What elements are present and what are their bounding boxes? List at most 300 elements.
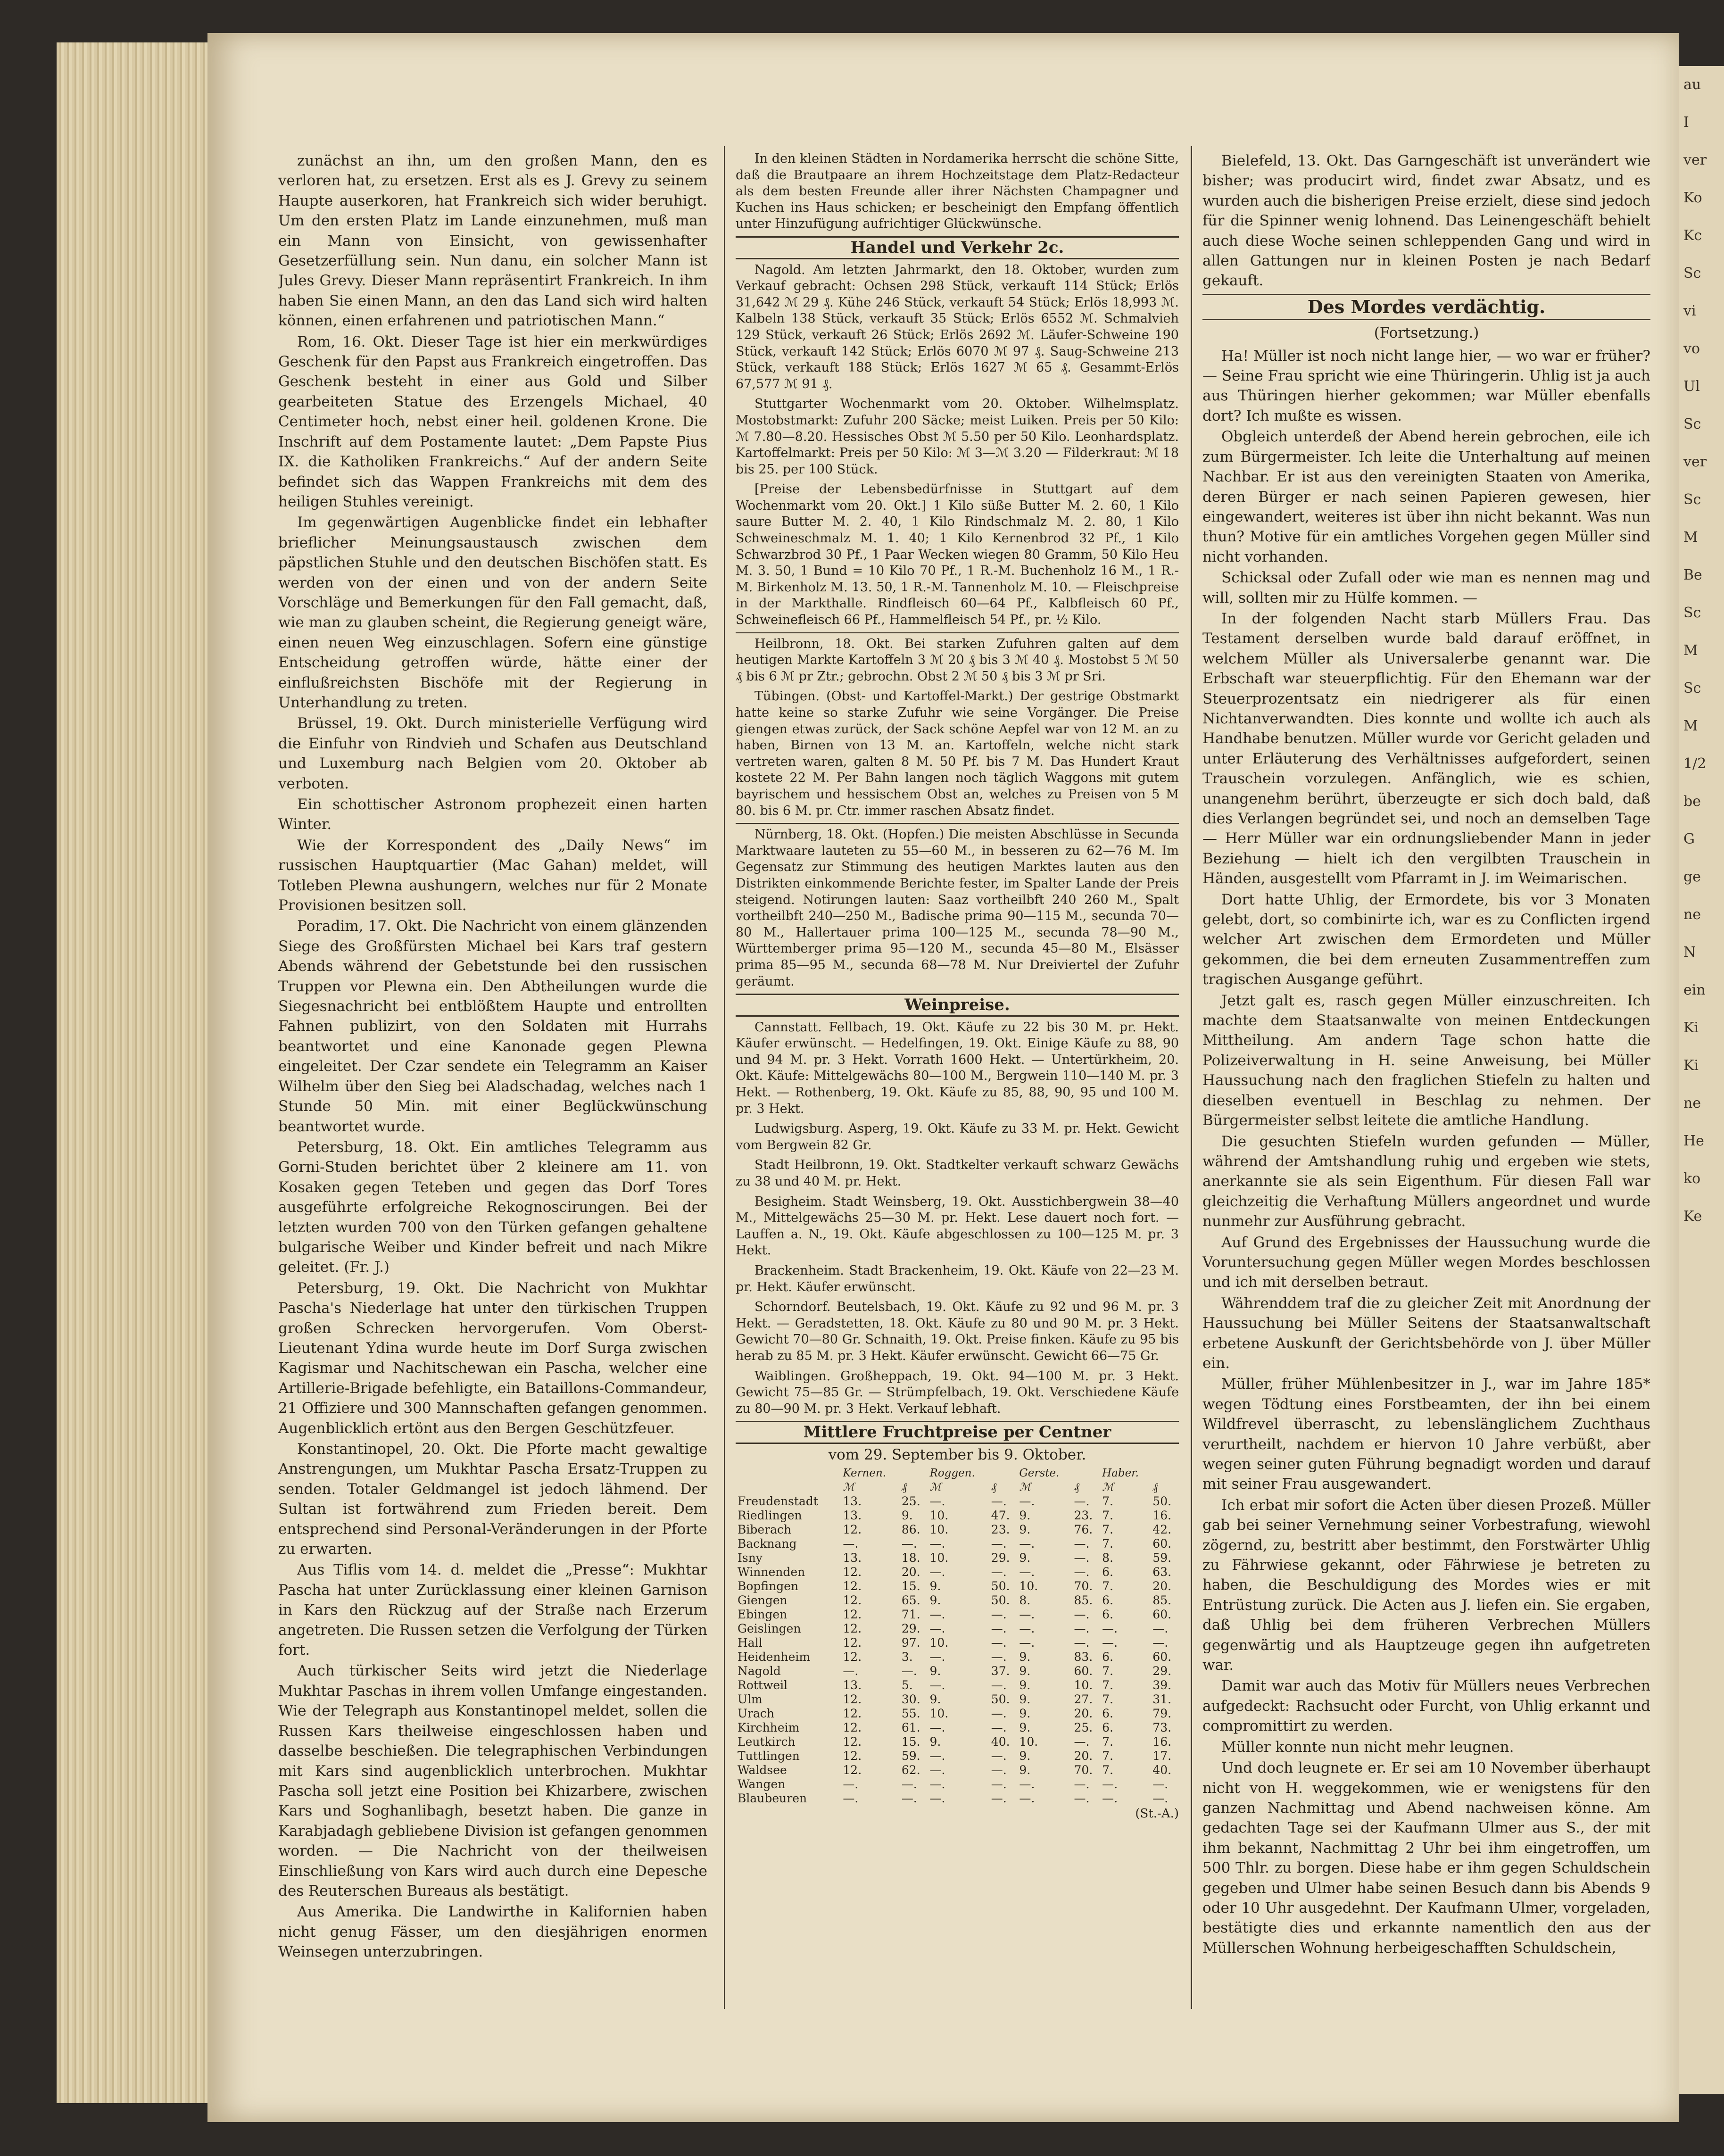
market-report: Heilbronn, 18. Okt. Bei starken Zufuhren galten auf dem heutigen Markte Kartoffeln 3 ℳ 20 ₰ bis 3 ℳ 40 ₰. Mostobst 5 ℳ 50 ₰ bis 6 ℳ pr Ztr.; gebrochn. Obst 2 ℳ 50 ₰ bis 3 ℳ pr Sri. [736, 636, 1179, 684]
column-rule [724, 146, 725, 2009]
price-cell: —. [929, 1763, 945, 1777]
price-cell: 59. [901, 1749, 920, 1763]
price-cell: —. [1074, 1777, 1090, 1791]
fragment-text: Sc [1683, 491, 1701, 508]
table-row [736, 1608, 1179, 1622]
table-header-cell [1151, 1466, 1179, 1480]
story-paragraph: Und doch leugnete er. Er sei am 10 November überhaupt nicht von H. weggekommen, wie er wenigstens für den ganzen Nachmittag und Abend nachweisen könne. Am gedachten Tage sei der Kaufmann Ulmer aus S., der mit ihm bekannt, Nachmittag 2 Uhr bei ihm eingetroffen, um 500 Thlr. zu borgen. Diese habe er ihm gegen Schuldschein gegeben und Ulmer habe seinen Besuch dann bis Abends 9 oder 10 Uhr ausgedehnt. Der Kaufmann Ulmer, vorgeladen, bestätigte dies und erkannte namentlich den aus der Müllerschen Wohnung herbeigeschafften Schuldschein, [1202, 1759, 1650, 1957]
price-cell: 9. [1019, 1664, 1031, 1678]
price-cell: 50. [1152, 1494, 1172, 1508]
price-cell: —. [929, 1791, 945, 1805]
table-unit-cell: ₰ [991, 1481, 997, 1493]
price-cell: —. [1019, 1494, 1035, 1508]
fragment-text: Sc [1683, 265, 1701, 282]
price-cell: —. [1102, 1791, 1118, 1805]
table-row [736, 1551, 1179, 1565]
fragment-text: M [1683, 718, 1698, 734]
price-cell: 70. [1074, 1763, 1093, 1777]
fragment-text: 1/2 [1683, 755, 1707, 772]
wine-report: Ludwigsburg. Asperg, 19. Okt. Käufe zu 33 M. pr. Hekt. Gewicht vom Bergwein 82 Gr. [736, 1121, 1179, 1153]
fragment-text: ein [1683, 982, 1706, 998]
price-cell: 6. [1102, 1720, 1113, 1734]
town-name: Winnenden [738, 1565, 805, 1579]
price-cell: 16. [1152, 1734, 1172, 1749]
price-cell: 60. [1152, 1607, 1172, 1621]
price-cell: —. [991, 1763, 1007, 1777]
price-cell: 7. [1102, 1734, 1113, 1749]
price-cell: 63. [1152, 1565, 1172, 1579]
section-heading-fruit-prices: Mittlere Fruchtpreise per Centner [736, 1421, 1179, 1444]
price-cell: 9. [929, 1593, 941, 1607]
price-cell: 60. [1152, 1650, 1172, 1664]
price-cell: —. [843, 1777, 859, 1791]
fragment-text: M [1683, 642, 1698, 659]
price-cell: 20. [1152, 1579, 1172, 1593]
fragment-text: I [1683, 114, 1689, 131]
story-paragraph: Auf Grund des Ergebnisses der Haussuchung wurde die Voruntersuchung gegen Müller wegen Mordes beschlossen und ich mit derselben betraut. [1202, 1234, 1650, 1291]
table-row [736, 1565, 1179, 1579]
article-paragraph: In den kleinen Städten in Nordamerika herrscht die schöne Sitte, daß die Brautpaare an ihrem Hochzeitstage dem Platz-Redacteur als dem besten Freunde aller ihrer Nächsten Champagner und Kuchen ins Haus schicken; er bescheinigt den Empfang öffentlich unter Hinzufügung aufrichtiger Glückwünsche. [736, 151, 1179, 232]
price-cell: 10. [1074, 1678, 1093, 1692]
table-row [736, 1678, 1179, 1692]
price-cell: 20. [1074, 1749, 1093, 1763]
wine-report: Besigheim. Stadt Weinsberg, 19. Okt. Ausstichbergwein 38—40 M., Mittelgewächs 25—30 M. pr. Hekt. Lese dauert noch fort. — Lauffen a. N., 19. Okt. Käufe abgeschlossen zu 100—125 M. pr. 3 Hekt. [736, 1194, 1179, 1258]
table-header-cell: Kernen. [843, 1467, 887, 1479]
price-cell: 12. [843, 1692, 862, 1706]
town-name: Riedlingen [738, 1508, 802, 1522]
article-paragraph: Ein schottischer Astronom prophezeit einen harten Winter. [278, 796, 707, 833]
price-cell: 9. [1019, 1749, 1031, 1763]
price-cell: 7. [1102, 1536, 1113, 1551]
price-cell: 23. [991, 1522, 1010, 1536]
price-cell: 12. [843, 1706, 862, 1720]
town-name: Geislingen [738, 1621, 801, 1635]
price-cell: 7. [1102, 1664, 1113, 1678]
story-paragraph: Die gesuchten Stiefeln wurden gefunden — Müller, während der Amtshandlung ruhig und ergeben wie stets, anerkannte sie als sein Eigenthum. Für diesen Fall war gleichzeitig die Verhaftung Müllers angeordnet und wurde nunmehr zur Ausführung gebracht. [1202, 1133, 1650, 1230]
town-name: Kirchheim [738, 1720, 800, 1734]
wine-report: Waiblingen. Großheppach, 19. Okt. 94—100 M. pr. 3 Hekt. Gewicht 75—85 Gr. — Strümpfelbach, 19. Okt. Verschiedene Käufe zu 80—90 M. pr. 3 Hekt. Verkauf lebhaft. [736, 1368, 1179, 1416]
price-cell: —. [991, 1565, 1007, 1579]
story-paragraph: Obgleich unterdeß der Abend herein gebrochen, eile ich zum Bürgermeister. Ich leite die Unterhaltung auf meinen Nachbar. Er ist aus den vereinigten Staaten von Amerika, deren Bürger er nach seinen Papieren gewesen, hier eingewandert, weiteres ist über ihn nicht bekannt. Was nun thun? Motive für ein amtliches Vorgehen gegen Müller sind nicht vorhanden. [1202, 428, 1650, 565]
price-cell: 3. [901, 1650, 913, 1664]
article-paragraph: Konstantinopel, 20. Okt. Die Pforte macht gewaltige Anstrengungen, um Mukhtar Pascha Ersatz-Truppen zu senden. Totaler Geldmangel ist jedoch lähmend. Der Sultan ist fortwährend zum Frieden bereit. Dem entsprechend sind Personal-Veränderungen in der Pforte zu erwarten. [278, 1441, 707, 1558]
town-name: Hall [738, 1635, 763, 1650]
price-cell: —. [991, 1607, 1007, 1621]
table-header-cell [1072, 1466, 1100, 1480]
price-cell: —. [1102, 1635, 1118, 1650]
column-3 [1202, 151, 1650, 2014]
table-unit-cell: ℳ [929, 1481, 942, 1493]
price-cell: —. [1019, 1635, 1035, 1650]
price-cell: —. [1102, 1777, 1118, 1791]
town-name: Rottweil [738, 1678, 788, 1692]
price-cell: 10. [929, 1635, 949, 1650]
price-cell: —. [991, 1720, 1007, 1734]
price-cell: 15. [901, 1734, 920, 1749]
price-cell: —. [929, 1749, 945, 1763]
fragment-text: Ki [1683, 1020, 1699, 1036]
newspaper-page [207, 33, 1679, 2122]
price-cell: 61. [901, 1720, 920, 1734]
market-report: Nürnberg, 18. Okt. (Hopfen.) Die meisten Abschlüsse in Secunda Marktwaare lauteten zu 55—60 M., in besseren zu 62—76 M. Im Gegensatz zur Stimmung des heutigen Marktes lauten aus den Distrikten einkommende Berichte fester, im Spalter Lande der Preis steigend. Notirungen lauten: Saaz vortheilbft 240 260 M., Spalt vortheilbft 240—250 M., Badische prima 90—115 M., secunda 70—80 M., Hallertauer prima 100—125 M., secunda 78—90 M., Württemberger prima 95—120 M., secunda 45—80 M., Elsässer prima 85—95 M., secunda 68—78 M. Nur Dreiviertel der Zufuhr geräumt. [736, 827, 1179, 989]
town-name: Bopfingen [738, 1579, 799, 1593]
price-cell: —. [929, 1720, 945, 1734]
price-cell: —. [1019, 1536, 1035, 1551]
story-subtitle: (Fortsetzung.) [1374, 324, 1479, 342]
price-cell: 30. [901, 1692, 920, 1706]
price-cell: 31. [1152, 1692, 1172, 1706]
price-cell: 50. [991, 1692, 1010, 1706]
price-cell: 7. [1102, 1579, 1113, 1593]
table-row [736, 1664, 1179, 1678]
price-cell: —. [991, 1791, 1007, 1805]
price-cell: 9. [929, 1734, 941, 1749]
fragment-text: Sc [1683, 680, 1701, 697]
price-cell: 47. [991, 1508, 1010, 1522]
price-cell: 20. [1074, 1706, 1093, 1720]
price-cell: 55. [901, 1706, 920, 1720]
price-cell: —. [1074, 1621, 1090, 1635]
price-cell: 9. [1019, 1678, 1031, 1692]
price-cell: 10. [929, 1706, 949, 1720]
adjacent-page-fragment [1679, 66, 1724, 2094]
price-cell: —. [843, 1791, 859, 1805]
price-cell: 12. [843, 1650, 862, 1664]
price-cell: 7. [1102, 1508, 1113, 1522]
story-paragraph: In der folgenden Nacht starb Müllers Frau. Das Testament derselben wurde bald darauf eröffnet, in welchem Müller als Universalerbe genannt war. Die Erbschaft war steuerpflichtig. Für den Ehemann war der Steuerprozentsatz ein niedrigerer als für einen Nichtanverwandten. Dies konnte und wollte ich auch als Handhabe benutzen. Müller wurde vor Gericht geladen und unter Erläuterung des Verhältnisses aufgefordert, seinen Trauschein vorzulegen. Anfänglich, wie es schien, unangenehm berührt, überzeugte er sich doch bald, daß dies Verlangen begründet sei, und noch an demselben Tage — Herr Müller war ein ordnungsliebender Mann in jeder Beziehung — hielt ich den vergilbten Trauschein in Händen, ausgestellt vom Pfarramt in J. im Weimarischen. [1202, 610, 1650, 887]
table-unit-cell: ℳ [1019, 1481, 1031, 1493]
price-cell: 12. [843, 1565, 862, 1579]
fragment-text: vo [1683, 340, 1700, 357]
price-cell: 25. [1074, 1720, 1093, 1734]
price-cell: 15. [901, 1579, 920, 1593]
price-cell: —. [843, 1536, 859, 1551]
fruit-price-table [736, 1466, 1179, 1806]
table-unit-cell: ℳ [1102, 1481, 1114, 1493]
fragment-text: ko [1683, 1170, 1701, 1187]
table-row [736, 1707, 1179, 1721]
fragment-text: be [1683, 793, 1701, 810]
table-row [736, 1735, 1179, 1749]
price-cell: 83. [1074, 1650, 1093, 1664]
price-cell: —. [929, 1621, 945, 1635]
story-paragraph: Jetzt galt es, rasch gegen Müller einzuschreiten. Ich machte dem Staatsanwalte von meinen Entdeckungen Mittheilung. Am andern Tage schon hatte die Polizeiverwaltung in H. seine Anweisung, bei Müller Haussuchung nach den fraglichen Stiefeln zu halten und dieselben eventuell in Beschlag zu nehmen. Der Bürgermeister selbst leitete die amtliche Handlung. [1202, 992, 1650, 1129]
price-cell: —. [1074, 1565, 1090, 1579]
price-cell: —. [1074, 1635, 1090, 1650]
wine-report: Cannstatt. Fellbach, 19. Okt. Käufe zu 22 bis 30 M. pr. Hekt. Käufer erwünscht. — Hedelfingen, 19. Okt. Einige Käufe zu 88, 90 und 94 M. pr. 3 Hekt. Vorrath 1600 Hekt. — Untertürkheim, 20. Okt. Käufe: Mittelgewächs 80—100 M., Bergwein 110—140 M. pr. 3 Hekt. — Rothenberg, 19. Okt. Käufe zu 85, 88, 90, 95 und 100 M. pr. 3 Hekt. [736, 1020, 1179, 1116]
town-name: Waldsee [738, 1763, 787, 1777]
town-name: Freudenstadt [738, 1494, 818, 1508]
price-cell: —. [991, 1650, 1007, 1664]
price-cell: 7. [1102, 1494, 1113, 1508]
table-unit-cell: ₰ [1074, 1481, 1079, 1493]
divider [736, 632, 1179, 633]
price-cell: 9. [1019, 1650, 1031, 1664]
table-header-cell: Haber. [1102, 1467, 1139, 1479]
article-paragraph: Petersburg, 19. Okt. Die Nachricht von Mukhtar Pascha's Niederlage hat unter den türkischen Truppen großen Schrecken hervorgerufen. Vom Oberst-Lieutenant Ydina wurde heute im Dorf Surga zwischen Kagismar und Nachitschewan ein Pascha, welcher eine Artillerie-Brigade befehligte, ein Bataillons-Commandeur, 21 Offiziere und 300 Mannschaften gefangen genommen. Augenblicklich ertönt aus den Bergen Geschützfeuer. [278, 1279, 707, 1437]
table-row [736, 1537, 1179, 1551]
price-cell: 71. [901, 1607, 920, 1621]
price-cell: 12. [843, 1607, 862, 1621]
price-cell: —. [1019, 1621, 1035, 1635]
price-cell: —. [1019, 1791, 1035, 1805]
price-cell: 97. [901, 1635, 920, 1650]
price-cell: 62. [901, 1763, 920, 1777]
price-cell: 65. [901, 1593, 920, 1607]
price-cell: 59. [1152, 1551, 1172, 1565]
price-cell: —. [1019, 1565, 1035, 1579]
column-rule [1191, 146, 1192, 2009]
price-cell: 20. [901, 1565, 920, 1579]
price-cell: —. [1074, 1791, 1090, 1805]
article-paragraph: Im gegenwärtigen Augenblicke findet ein lebhafter brieflicher Meinungsaustausch zwischen dem päpstlichen Stuhle und den deutschen Bischöfen statt. Es werden von der einen und von der andern Seite Vorschläge und Bemerkungen für den Fall gemacht, daß, wie man zu glauben scheint, die Regierung geneigt wäre, einen neuen Weg einzuschlagen. Sofern eine günstige Entscheidung getroffen würde, hätte einer der einflußreichsten Bischöfe mit der Regierung in Unterhandlung zu treten. [278, 514, 707, 711]
town-name: Ebingen [738, 1607, 787, 1621]
fragment-text: Ki [1683, 1057, 1699, 1074]
price-cell: 5. [901, 1678, 913, 1692]
price-cell: 42. [1152, 1522, 1172, 1536]
town-name: Giengen [738, 1593, 787, 1607]
fragment-text: He [1683, 1133, 1704, 1149]
price-cell: —. [991, 1635, 1007, 1650]
price-cell: 37. [991, 1664, 1010, 1678]
price-cell: 23. [1074, 1508, 1093, 1522]
price-cell: 7. [1102, 1749, 1113, 1763]
price-cell: 85. [1074, 1593, 1093, 1607]
price-cell: 7. [1102, 1763, 1113, 1777]
price-cell: 17. [1152, 1749, 1172, 1763]
fragment-text: Be [1683, 567, 1702, 583]
fragment-text: ver [1683, 454, 1707, 470]
price-cell: 40. [1152, 1763, 1172, 1777]
price-cell: —. [991, 1678, 1007, 1692]
price-cell: —. [901, 1777, 917, 1791]
table-unit-row [736, 1480, 1179, 1494]
town-name: Biberach [738, 1522, 792, 1536]
table-row [736, 1622, 1179, 1636]
price-cell: —. [991, 1494, 1007, 1508]
fragment-text: au [1683, 76, 1701, 93]
table-unit-cell [736, 1480, 841, 1494]
table-header-cell [989, 1466, 1018, 1480]
price-cell: 50. [991, 1579, 1010, 1593]
table-row [736, 1636, 1179, 1650]
article-paragraph: Auch türkischer Seits wird jetzt die Niederlage Mukhtar Paschas in ihrem vollen Umfange eingestanden. Wie der Telegraph aus Konstantinopel meldet, sollen die Russen Kars theilweise eingeschlossen haben und dasselbe beschießen. Die telegraphischen Verbindungen mit Kars sind augenblicklich unterbrochen. Mukhtar Pascha soll jetzt eine Position bei Khizarbere, zwischen Kars und Soghanlibagh, besetzt haben. Die ganze in Karabjadagh gebliebene Division ist gefangen genommen worden. — Die Nachricht von der theilweisen Einschließung von Kars wird auch durch eine Depesche des Reuterschen Bureaus als bestätigt. [278, 1662, 707, 1899]
article-paragraph: Petersburg, 18. Okt. Ein amtliches Telegramm aus Gorni-Studen berichtet über 2 kleinere am 11. von Kosaken gegen Teteben und gegen das Dorf Tores ausgeführte erfolgreiche Rekognoscirungen. Bei der letzten wurden 700 von den Türken gefangen gehaltene bulgarische Weiber und Kinder befreit und nach Mikre geleitet. (Fr. J.) [278, 1138, 707, 1276]
price-cell: 8. [1019, 1593, 1031, 1607]
table-row [736, 1523, 1179, 1537]
table-row [736, 1650, 1179, 1664]
fragment-text: Sc [1683, 605, 1701, 621]
fragment-text: Ko [1683, 190, 1702, 206]
column-2 [736, 151, 1179, 2014]
table-unit-cell: ₰ [1152, 1481, 1158, 1493]
price-cell: —. [929, 1650, 945, 1664]
price-cell: —. [929, 1777, 945, 1791]
town-name: Leutkirch [738, 1734, 796, 1749]
fragment-text: ne [1683, 1095, 1701, 1111]
price-cell: 12. [843, 1749, 862, 1763]
price-cell: —. [1019, 1607, 1035, 1621]
table-row [736, 1721, 1179, 1735]
town-name: Blaubeuren [738, 1791, 807, 1805]
price-cell: 12. [843, 1763, 862, 1777]
column-1 [278, 151, 707, 2014]
price-cell: —. [929, 1565, 945, 1579]
price-cell: 50. [991, 1593, 1010, 1607]
price-cell: —. [1152, 1621, 1169, 1635]
fragment-text: Ke [1683, 1208, 1702, 1225]
price-cell: 12. [843, 1579, 862, 1593]
book-page-edges [57, 42, 217, 2103]
price-cell: —. [991, 1706, 1007, 1720]
price-cell: 13. [843, 1551, 862, 1565]
wine-report: Schorndorf. Beutelsbach, 19. Okt. Käufe zu 92 und 96 M. pr. 3 Hekt. — Geradstetten, 18. Okt. Käufe zu 80 und 90 M. pr. 3 Hekt. Gewicht 70—80 Gr. Schnaith, 19. Okt. Preise finken. Käufe zu 95 bis herab zu 85 M. pr. 3 Hekt. Käufer erwünscht. Gewicht 66—75 Gr. [736, 1300, 1179, 1363]
price-cell: —. [1102, 1621, 1118, 1635]
table-row [736, 1777, 1179, 1791]
article-paragraph: Brüssel, 19. Okt. Durch ministerielle Verfügung wird die Einfuhr von Rindvieh und Schafen aus Deutschland und Luxemburg nach Belgien vom 20. Oktober ab verboten. [278, 715, 707, 792]
price-cell: 79. [1152, 1706, 1172, 1720]
price-cell: 9. [1019, 1720, 1031, 1734]
wine-report: Brackenheim. Stadt Brackenheim, 19. Okt. Käufe von 22—23 M. pr. Hekt. Käufer erwünscht. [736, 1263, 1179, 1294]
table-header-cell [736, 1466, 841, 1480]
price-cell: 29. [901, 1621, 920, 1635]
price-cell: —. [1019, 1777, 1035, 1791]
table-row [736, 1791, 1179, 1806]
price-cell: 7. [1102, 1678, 1113, 1692]
table-row [736, 1593, 1179, 1608]
price-cell: 9. [901, 1508, 913, 1522]
town-name: Nagold [738, 1664, 781, 1678]
market-report: Nagold. Am letzten Jahrmarkt, den 18. Oktober, wurden zum Verkauf gebracht: Ochsen 298 Stück, verkauft 114 Stück; Erlös 31,642 ℳ 29 ₰. Kühe 246 Stück, verkauft 54 Stück; Erlös 18,993 ℳ. Kalbeln 138 Stück, verkauft 35 Stück; Erlös 6552 ℳ. Schmalvieh 129 Stück, verkauft 26 Stück; Erlös 2692 ℳ. Läufer-Schweine 190 Stück, verkauft 142 Stück; Erlös 6070 ℳ 97 ₰. Saug-Schweine 213 Stück, verkauft 188 Stück; Erlös 1627 ℳ 65 ₰. Gesammt-Erlös 67,577 ℳ 91 ₰. [736, 262, 1179, 391]
story-paragraph: Dort hatte Uhlig, der Ermordete, bis vor 3 Monaten gelebt, dort, so combinirte ich, war es zu Conflicten irgend welcher Art zwischen dem Ermordeten und Müller gekommen, die bei dem erneuten Zusammentreffen zum tragischen Ausgange geführt. [1202, 891, 1650, 988]
price-cell: 10. [929, 1551, 949, 1565]
table-row [736, 1509, 1179, 1523]
fruit-prices-period: vom 29. September bis 9. Oktober. [828, 1446, 1086, 1463]
price-cell: —. [901, 1664, 917, 1678]
section-heading-trade: Handel und Verkehr 2c. [736, 236, 1179, 259]
table-signature: (St.-A.) [1135, 1806, 1179, 1821]
price-cell: 6. [1102, 1650, 1113, 1664]
price-cell: 7. [1102, 1692, 1113, 1706]
story-paragraph: Müller, früher Mühlenbesitzer in J., war im Jahre 185* wegen Tödtung eines Forstbeamten, der ihn bei einem Wildfrevel überrascht, zu lebenslänglichem Zuchthaus verurtheilt, nachdem er hiervon 10 Jahre verbüßt, aber wegen seiner guten Führung begnadigt worden und darauf mit seiner Frau ausgewandert. [1202, 1376, 1650, 1493]
article-paragraph: Wie der Korrespondent des „Daily News“ im russischen Hauptquartier (Mac Gahan) meldet, will Totleben Plewna aushungern, welches nur für 2 Monate Provisionen besitzen soll. [278, 837, 707, 914]
price-cell: —. [1152, 1791, 1169, 1805]
price-cell: 9. [929, 1692, 941, 1706]
fragment-text: Kc [1683, 227, 1702, 244]
story-paragraph: Müller konnte nun nicht mehr leugnen. [1221, 1738, 1514, 1756]
price-cell: 9. [1019, 1763, 1031, 1777]
story-paragraph: Ha! Müller ist noch nicht lange hier, — wo war er früher? — Seine Frau spricht wie eine Thüringerin. Uhlig ist ja auch aus Thüringen hierher gekommen; war Müller ebenfalls dort? Ich mußte es wissen. [1202, 347, 1650, 424]
fragment-text: M [1683, 529, 1698, 546]
price-cell: 12. [843, 1734, 862, 1749]
town-name: Backnang [738, 1536, 797, 1551]
table-header-cell [900, 1466, 928, 1480]
price-cell: —. [991, 1621, 1007, 1635]
price-cell: 25. [901, 1494, 920, 1508]
price-cell: 40. [991, 1734, 1010, 1749]
price-cell: 10. [1019, 1734, 1038, 1749]
market-report: Bielefeld, 13. Okt. Das Garngeschäft ist unverändert wie bisher; was producirt wird, findet zwar Absatz, und es wurden auch die bisherigen Preise erzielt, diese sind jedoch für die Spinner wenig lohnend. Das Leinengeschäft behielt auch diese Woche seinen schleppenden Gang und wird in allen Gattungen nur in kleinen Posten je nach Bedarf gekauft. [1202, 152, 1650, 290]
price-cell: —. [991, 1749, 1007, 1763]
fragment-text: N [1683, 944, 1696, 961]
price-cell: 29. [991, 1551, 1010, 1565]
price-cell: 76. [1074, 1522, 1093, 1536]
table-header-row [736, 1466, 1179, 1480]
price-cell: 12. [843, 1621, 862, 1635]
price-cell: 29. [1152, 1664, 1172, 1678]
price-cell: 85. [1152, 1593, 1172, 1607]
price-cell: 39. [1152, 1678, 1172, 1692]
price-cell: 10. [929, 1508, 949, 1522]
town-name: Tuttlingen [738, 1749, 800, 1763]
price-cell: 13. [843, 1678, 862, 1692]
price-cell: 12. [843, 1593, 862, 1607]
article-paragraph: Aus Tiflis vom 14. d. meldet die „Presse“: Mukhtar Pascha hat unter Zurücklassung einer kleinen Garnison in Kars den Rückzug auf der Straße nach Erzerum angetreten. Die Russen setzen die Verfolgung der Türken fort. [278, 1561, 707, 1659]
story-title: Des Mordes verdächtig. [1202, 294, 1650, 320]
article-paragraph: Poradim, 17. Okt. Die Nachricht von einem glänzenden Siege des Großfürsten Michael bei Kars traf gestern Abends während der Gebetstunde bei den russischen Truppen vor Plewna ein. Den Abtheilungen wurde die Siegesnachricht bei entblößtem Haupte und entrollten Fahnen publizirt, von den Soldaten mit Hurrahs beantwortet und eine Kanonade gegen Plewna eingeleitet. Der Czar sendete ein Telegramm an Kaiser Wilhelm über den Sieg bei Aladschadag, welches nach 1 Stunde 50 Min. mit einer Beglückwünschung beantwortet wurde. [278, 918, 707, 1135]
price-cell: 12. [843, 1522, 862, 1536]
price-cell: —. [1152, 1635, 1169, 1650]
price-cell: —. [1074, 1607, 1090, 1621]
fragment-text: G [1683, 831, 1695, 847]
price-cell: 6. [1102, 1706, 1113, 1720]
table-header-cell: Roggen. [929, 1467, 975, 1479]
article-paragraph: Rom, 16. Okt. Dieser Tage ist hier ein merkwürdiges Geschenk für den Papst aus Frankreich eingetroffen. Das Geschenk besteht in einer aus Gold und Silber gearbeiteten Statue des Erzengels Michael, 40 Centimeter hoch, nebst einer heil. goldenen Krone. Die Inschrift auf dem Postamente lautet: „Dem Papste Pius IX. die Katholiken Frankreichs.“ Auf der andern Seite befindet sich das Wappen Frankreichs mit dem des heiligen Stuhles vereinigt. [278, 333, 707, 510]
price-cell: 16. [1152, 1508, 1172, 1522]
story-paragraph: Währenddem traf die zu gleicher Zeit mit Anordnung der Haussuchung bei Müller Seitens der Staatsanwaltschaft erbetene Auskunft der Gerichtsbehörde von J. über Müller ein. [1202, 1294, 1650, 1372]
price-cell: 10. [929, 1522, 949, 1536]
price-cell: —. [929, 1678, 945, 1692]
market-report: Stuttgarter Wochenmarkt vom 20. Oktober. Wilhelmsplatz. Mostobstmarkt: Zufuhr 200 Säcke; meist Luiken. Preis per 50 Kilo: ℳ 7.80—8.20. Hessisches Obst ℳ 5.50 per 50 Kilo. Leonhardsplatz. Kartoffelmarkt: Preis per 50 Kilo: ℳ 3—ℳ 3.20 — Filderkraut: ℳ 18 bis 25. per 100 Stück. [736, 397, 1179, 477]
table-row [736, 1692, 1179, 1707]
price-cell: —. [929, 1494, 945, 1508]
price-cell: 27. [1074, 1692, 1093, 1706]
section-heading-wine: Weinpreise. [736, 994, 1179, 1017]
table-row [736, 1763, 1179, 1777]
price-cell: —. [1152, 1777, 1169, 1791]
price-cell: —. [929, 1607, 945, 1621]
price-cell: —. [901, 1536, 917, 1551]
price-cell: 9. [929, 1579, 941, 1593]
price-cell: —. [991, 1536, 1007, 1551]
table-row [736, 1579, 1179, 1593]
price-cell: 7. [1102, 1522, 1113, 1536]
price-cell: —. [1074, 1536, 1090, 1551]
story-paragraph: Ich erbat mir sofort die Acten über diesen Prozeß. Müller gab bei seiner Vernehmung seiner Vorbestrafung, wiewohl zögernd, zu, bestritt aber bestimmt, den Forstwärter Uhlig zu Fährwiese gekannt, oder Fährwiese je betreten zu haben, die Beschuldigung des Mordes wies er mit Entrüstung zurück. Die Acten aus J. liefen ein. Sie ergaben, daß Uhlig bei dem früheren Verbrechen Müllers gegenwärtig und als Hauptzeuge gegen ihn aufgetreten war. [1202, 1496, 1650, 1674]
price-cell: 12. [843, 1720, 862, 1734]
price-cell: 9. [1019, 1551, 1031, 1565]
price-cell: —. [901, 1791, 917, 1805]
fragment-text: Sc [1683, 416, 1701, 432]
price-cell: —. [843, 1664, 859, 1678]
fragment-text: ge [1683, 869, 1701, 885]
price-cell: 6. [1102, 1593, 1113, 1607]
price-cell: 60. [1152, 1536, 1172, 1551]
table-row [736, 1749, 1179, 1763]
price-cell: —. [1074, 1494, 1090, 1508]
story-paragraph: Schicksal oder Zufall oder wie man es nennen mag und will, sollten mir zu Hülfe kommen. — [1202, 569, 1650, 606]
price-cell: —. [929, 1536, 945, 1551]
fragment-text: Ul [1683, 378, 1700, 395]
price-cell: 13. [843, 1494, 862, 1508]
price-cell: 12. [843, 1635, 862, 1650]
fragment-text: ne [1683, 906, 1701, 923]
price-cell: 6. [1102, 1607, 1113, 1621]
price-cell: 10. [1019, 1579, 1038, 1593]
price-cell: —. [1074, 1551, 1090, 1565]
market-report: [Preise der Lebensbedürfnisse in Stuttgart auf dem Wochenmarkt vom 20. Okt.] 1 Kilo süße Butter M. 2. 60, 1 Kilo saure Butter M. 2. 40, 1 Kilo Rindschmalz M. 2. 80, 1 Kilo Schweineschmalz M. 1. 40; 1 Kilo Kernenbrod 32 Pf., 1 Kilo Schwarzbrod 30 Pf., 1 Paar Wecken wiegen 80 Gramm, 50 Kilo Heu M. 3. 50, 1 Bund = 10 Kilo 70 Pf., 1 R.-M. Buchenholz 16 M., 1 R.-M. Birkenholz M. 13. 50, 1 R.-M. Tannenholz M. 10. — Fleischpreise in der Markthalle. Rindfleisch 60—64 Pf., Kalbfleisch 60 Pf., Schweinefleisch 66 Pf., Hammelfleisch 54 Pf., pr. ½ Kilo. [736, 482, 1179, 628]
price-cell: 9. [929, 1664, 941, 1678]
